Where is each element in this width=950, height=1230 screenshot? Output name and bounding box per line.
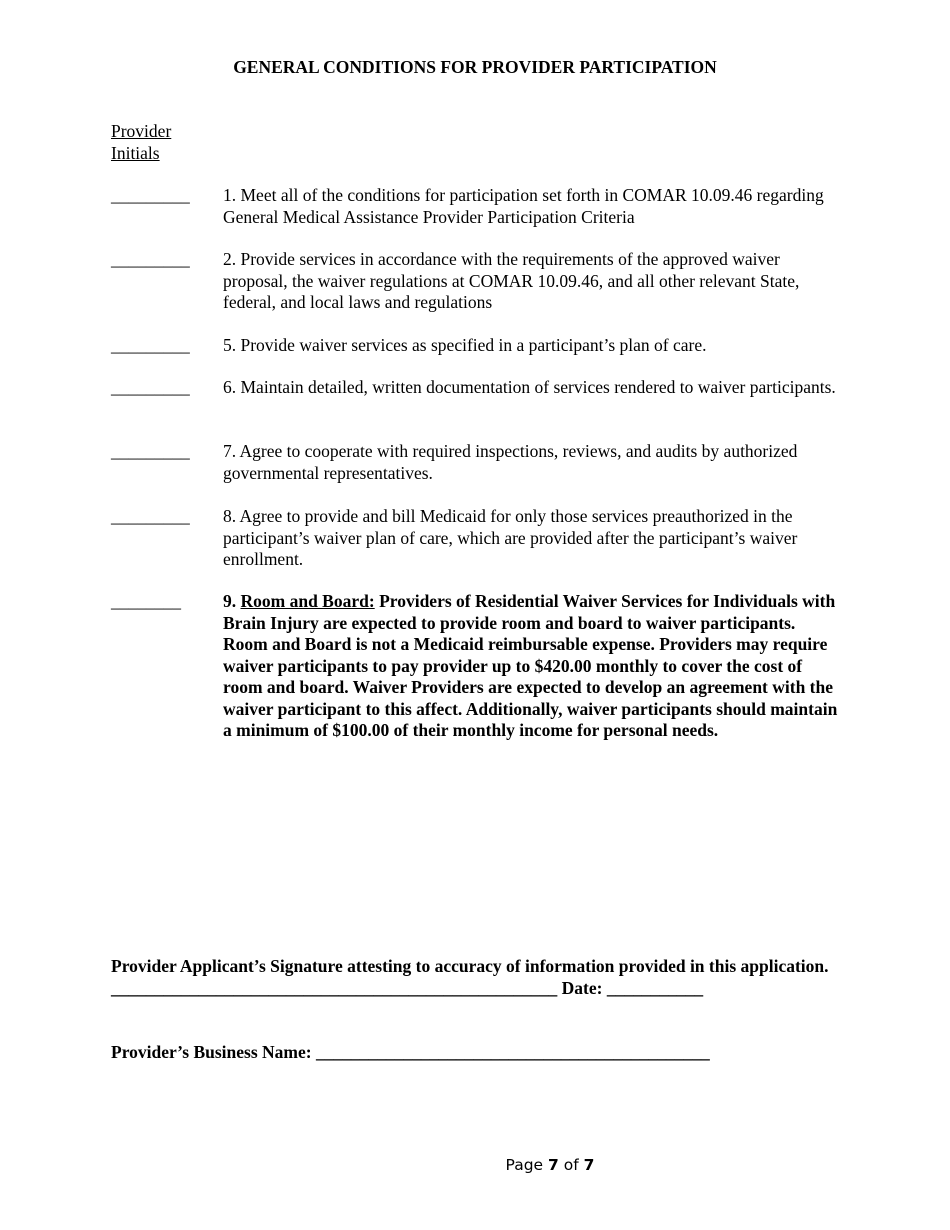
initials-blank[interactable]: _________	[111, 377, 190, 397]
business-name-label: Provider’s Business Name:	[111, 1042, 312, 1062]
item-number: 9.	[223, 591, 237, 611]
signature-line[interactable]: ___________________________________________________	[111, 977, 558, 998]
total-pages: 7	[583, 1156, 595, 1174]
business-name-row	[111, 1042, 841, 1064]
initials-blank[interactable]: _________	[111, 506, 190, 526]
signature-statement: Provider Applicant’s Signature attesting to accuracy of information provided in this application.	[111, 956, 829, 976]
initials-header-line2: Initials	[111, 143, 160, 163]
of-label: of	[563, 1156, 579, 1174]
initials-blank[interactable]: _________	[111, 335, 190, 355]
document-title: GENERAL CONDITIONS FOR PROVIDER PARTICIPATION	[233, 57, 717, 77]
room-and-board-text: Providers of Residential Waiver Services for Individuals with Brain Injury are expected to provide room and board to waiver participants. Room and Board is not a Medicaid reimbursable expense. Providers may require waiver participants to pay provider up to $420.00 monthly to cover the cost of room and board. Waiver Providers are expected to develop an agreement with the waiver participant to this affect. Additionally, waiver participants should maintain a minimum of $100.00 of their monthly income for personal needs.	[223, 591, 838, 740]
condition-text: 2. Provide services in accordance with the requirements of the approved waiver proposal, the waiver regulations at COMAR 10.09.46, and all other relevant State, federal, and local laws and regulations	[223, 249, 800, 312]
initials-blank[interactable]: _________	[111, 185, 190, 205]
page-label: Page	[505, 1156, 544, 1174]
page-number: 7	[548, 1156, 559, 1174]
condition-text: 5. Provide waiver services as specified in a participant’s plan of care.	[223, 335, 707, 355]
condition-text: 8. Agree to provide and bill Medicaid for only those services preauthorized in the participant’s waiver plan of care, which are provided after the participant’s waiver enrollment.	[223, 506, 798, 569]
initials-blank[interactable]: _________	[111, 441, 190, 461]
initials-header-line1: Provider	[111, 121, 172, 141]
signature-date-row	[111, 978, 841, 1000]
initials-blank[interactable]: _________	[111, 249, 190, 269]
condition-text: 1. Meet all of the conditions for participation set forth in COMAR 10.09.46 regarding General Medical Assistance Provider Participation Criteria	[223, 185, 824, 227]
date-line[interactable]: ___________	[606, 977, 704, 998]
initials-column-header	[111, 120, 171, 164]
date-label: Date:	[561, 977, 603, 998]
room-and-board-heading: Room and Board:	[240, 591, 375, 611]
initials-blank[interactable]: ________	[111, 591, 181, 611]
signature-section	[111, 956, 841, 999]
page-footer	[0, 1155, 950, 1175]
condition-text: 6. Maintain detailed, written documentation of services rendered to waiver participants.	[223, 377, 836, 397]
condition-text: 7. Agree to cooperate with required inspections, reviews, and audits by authorized governmental representatives.	[223, 441, 798, 483]
condition-text	[223, 591, 843, 742]
business-name-line[interactable]: _____________________________________________	[315, 1042, 710, 1062]
